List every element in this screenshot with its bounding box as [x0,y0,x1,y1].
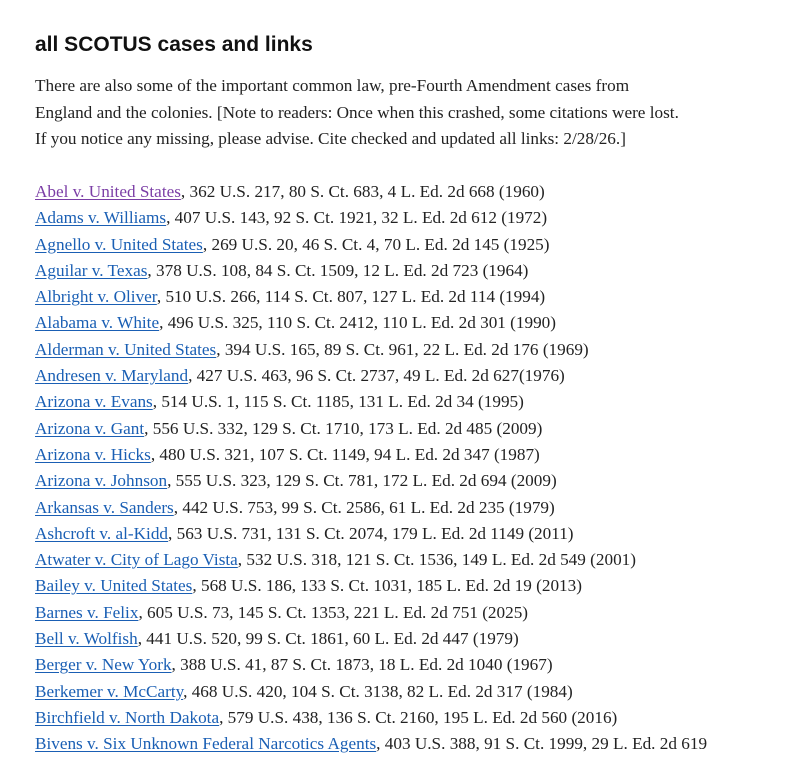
case-citation: , 407 U.S. 143, 92 S. Ct. 1921, 32 L. Ed. 2d 612 (1972) [166,208,548,228]
case-item [35,363,795,389]
case-item [35,468,795,494]
case-item [35,258,795,284]
case-link[interactable]: Berkemer v. McCarty [35,681,184,701]
case-citation: , 378 U.S. 108, 84 S. Ct. 1509, 12 L. Ed. 2d 723 (1964) [147,260,529,280]
case-item [35,652,795,678]
case-citation: , 568 U.S. 186, 133 S. Ct. 1031, 185 L. Ed. 2d 19 (2013) [192,576,582,596]
case-item [35,573,795,599]
case-item [35,310,795,336]
intro-line: England and the colonies. [Note to readers: Once when this crashed, some citations were lost. [35,102,679,122]
case-item [35,416,795,442]
case-item [35,442,795,468]
case-link[interactable]: Ashcroft v. al-Kidd [35,523,169,543]
intro-line: There are also some of the important common law, pre-Fourth Amendment cases from [35,76,630,95]
case-link[interactable]: Arizona v. Evans [35,392,153,412]
case-citation: , 556 U.S. 332, 129 S. Ct. 1710, 173 L. Ed. 2d 485 (2009) [144,418,543,438]
case-item [35,205,795,231]
case-item [35,179,795,205]
case-citation: , 403 U.S. 388, 91 S. Ct. 1999, 29 L. Ed. 2d 619 [376,734,708,754]
case-citation: , 563 U.S. 731, 131 S. Ct. 2074, 179 L. Ed. 2d 1149 (2011) [168,523,574,543]
case-citation: , 510 U.S. 266, 114 S. Ct. 807, 127 L. Ed. 2d 114 (1994) [156,287,546,307]
case-link[interactable]: Arizona v. Hicks [35,444,151,464]
case-item [35,389,795,415]
case-link[interactable]: Aguilar v. Texas [35,260,148,280]
case-link[interactable]: Berger v. New York [35,655,172,675]
case-item [35,600,795,626]
case-item [35,284,795,310]
case-item [35,626,795,652]
case-link[interactable]: Agnello v. United States [35,234,203,254]
case-link[interactable]: Alabama v. White [35,313,160,333]
case-link[interactable]: Bivens v. Six Unknown Federal Narcotics Agents [35,734,377,754]
case-citation: , 362 U.S. 217, 80 S. Ct. 683, 4 L. Ed. 2d 668 (1960) [180,182,545,201]
case-citation: , 605 U.S. 73, 145 S. Ct. 1353, 221 L. Ed. 2d 751 (2025) [138,602,529,622]
page-title: all SCOTUS cases and links [35,33,313,56]
case-citation: , 468 U.S. 420, 104 S. Ct. 3138, 82 L. Ed. 2d 317 (1984) [183,681,573,701]
case-item [35,547,795,573]
case-link[interactable]: Birchfield v. North Dakota [35,707,220,727]
case-link[interactable]: Arkansas v. Sanders [35,497,174,517]
case-citation: , 532 U.S. 318, 121 S. Ct. 1536, 149 L. Ed. 2d 549 (2001) [237,550,636,570]
case-citation: , 480 U.S. 321, 107 S. Ct. 1149, 94 L. Ed. 2d 347 (1987) [150,444,540,464]
case-item [35,705,795,731]
case-link[interactable]: Atwater v. City of Lago Vista [35,550,238,570]
intro-paragraph [35,73,793,153]
case-citation: , 269 U.S. 20, 46 S. Ct. 4, 70 L. Ed. 2d 145 (1925) [202,234,550,254]
case-citation: , 441 U.S. 520, 99 S. Ct. 1861, 60 L. Ed. 2d 447 (1979) [137,629,519,649]
case-citation: , 496 U.S. 325, 110 S. Ct. 2412, 110 L. Ed. 2d 301 (1990) [159,313,556,333]
case-item [35,337,795,363]
case-citation: , 514 U.S. 1, 115 S. Ct. 1185, 131 L. Ed. 2d 34 (1995) [152,392,524,412]
case-link[interactable]: Barnes v. Felix [35,602,139,622]
case-item [35,679,795,705]
case-item [35,731,795,757]
intro-line: If you notice any missing, please advise. Cite checked and updated all links: 2/28/26.] [35,129,626,148]
case-item [35,232,795,258]
case-link[interactable]: Arizona v. Gant [35,418,145,438]
case-item [35,521,795,547]
case-link[interactable]: Andresen v. Maryland [35,366,189,386]
case-link[interactable]: Bailey v. United States [35,576,193,596]
case-citation: , 442 U.S. 753, 99 S. Ct. 2586, 61 L. Ed. 2d 235 (1979) [173,497,555,517]
case-link[interactable]: Arizona v. Johnson [35,471,168,491]
case-list [35,179,795,758]
case-link[interactable]: Bell v. Wolfish [35,629,138,649]
case-link[interactable]: Alderman v. United States [35,339,217,359]
case-link[interactable]: Adams v. Williams [35,208,167,228]
case-link[interactable]: Albright v. Oliver [35,287,157,307]
case-citation: , 579 U.S. 438, 136 S. Ct. 2160, 195 L. Ed. 2d 560 (2016) [219,707,618,727]
case-citation: , 427 U.S. 463, 96 S. Ct. 2737, 49 L. Ed. 2d 627(1976) [188,366,565,386]
case-citation: , 555 U.S. 323, 129 S. Ct. 781, 172 L. Ed. 2d 694 (2009) [167,471,557,491]
case-citation: , 388 U.S. 41, 87 S. Ct. 1873, 18 L. Ed. 2d 1040 (1967) [171,655,553,675]
case-item [35,495,795,521]
case-link[interactable]: Abel v. United States [35,182,181,201]
case-citation: , 394 U.S. 165, 89 S. Ct. 961, 22 L. Ed. 2d 176 (1969) [216,339,589,359]
